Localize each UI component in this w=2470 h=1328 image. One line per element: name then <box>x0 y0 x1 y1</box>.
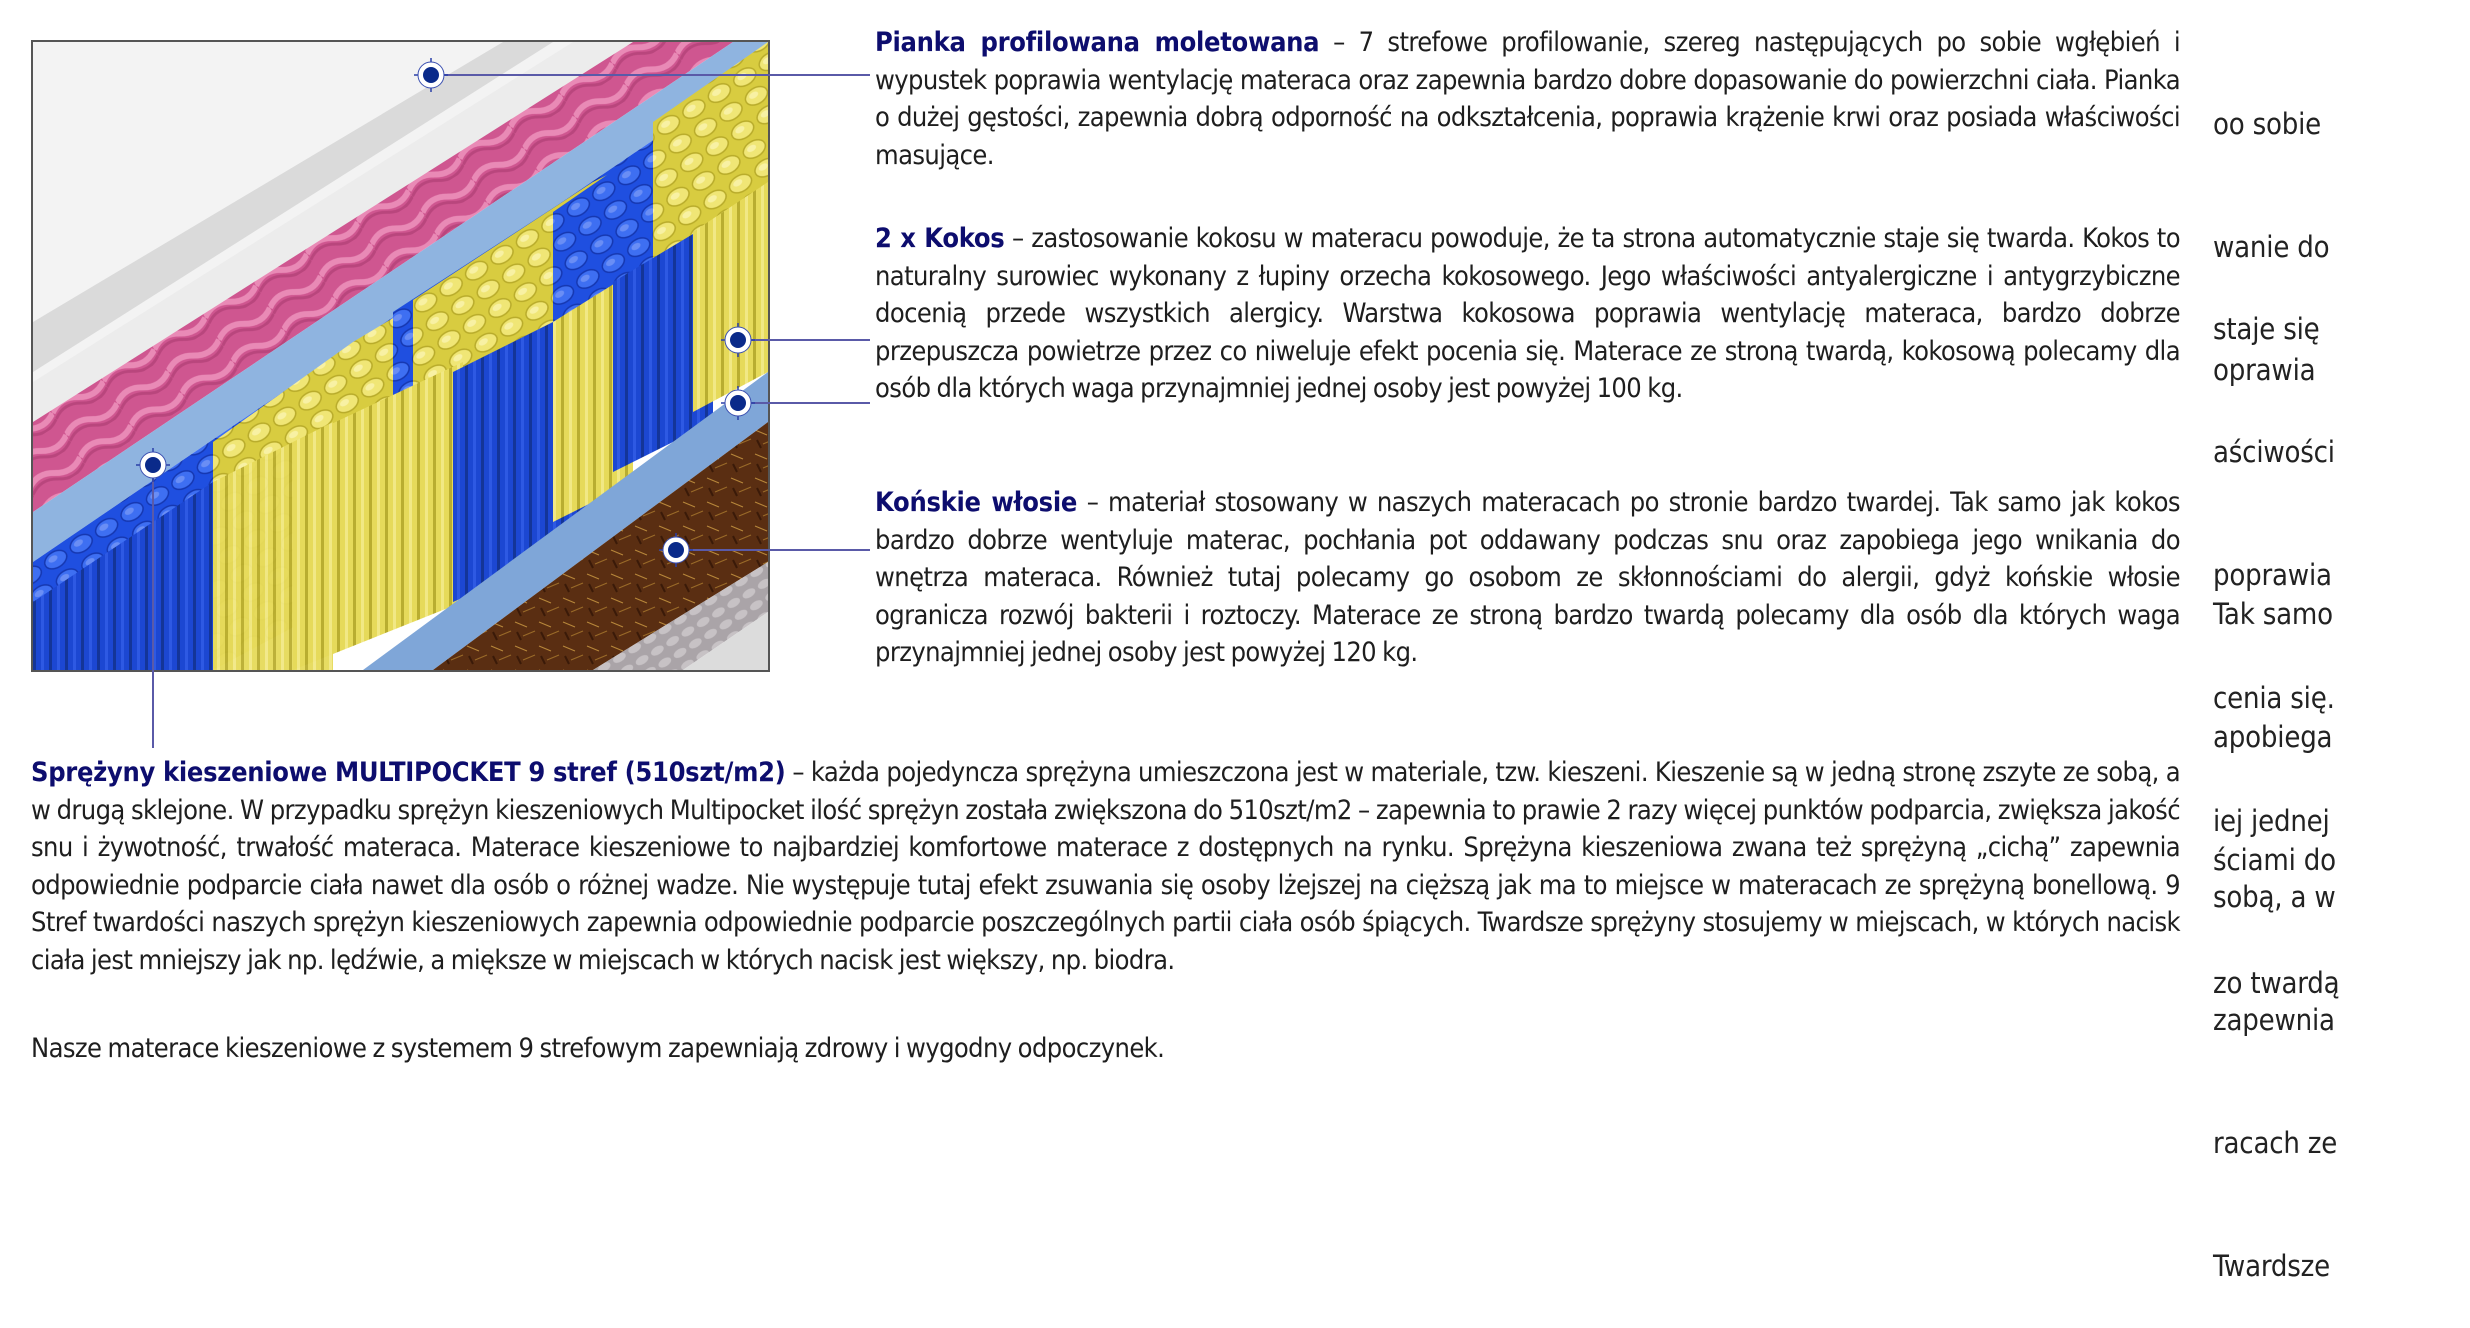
section-foam <box>875 24 2180 174</box>
section-coconut-separator: – <box>1004 223 1032 254</box>
section-horsehair-body: materiał stosowany w naszych materacach po stronie bardzo twardej. Tak samo jak kokos bardzo dobrze wentyluje materac, pochłania pot oddawany podczas snu oraz zapobiega jego wnikania do wnętrza materaca. Również tutaj polecamy go osobom ze skłonnościami do alergii, gdyż końskie włosie ogranicza rozwój bakterii i roztoczy. Materace ze stroną bardzo twardą polecamy dla osób dla których waga przynajmniej jednej osoby jest powyżej 120 kg. <box>875 487 2180 668</box>
section-foam-heading: Pianka profilowana moletowana <box>875 27 1320 58</box>
ghost-column-block-4 <box>2213 795 2340 1328</box>
section-horsehair <box>875 484 2180 672</box>
leader-line-foam <box>433 74 870 76</box>
ghost-line: oprawia <box>2213 353 2316 387</box>
section-springs <box>31 754 2180 979</box>
leader-line-horsehair <box>677 549 870 551</box>
ghost-line: oo sobie <box>2213 107 2322 141</box>
callout-marker-foam[interactable] <box>414 58 448 92</box>
section-horsehair-heading: Końskie włosie <box>875 487 1078 518</box>
ghost-line: racach ze <box>2213 1126 2338 1160</box>
ghost-line: iej jednej <box>2213 804 2330 838</box>
section-springs-separator: – <box>785 757 811 788</box>
ghost-line: aściwości <box>2213 435 2335 469</box>
leader-line-coconut-top <box>740 339 870 341</box>
ghost-line: sobą, a w <box>2213 880 2336 914</box>
callout-marker-coconut-top[interactable] <box>721 323 755 357</box>
ghost-line: staje się <box>2213 312 2320 346</box>
callout-marker-springs[interactable] <box>136 448 170 482</box>
ghost-line: cenia się. <box>2213 681 2335 715</box>
section-coconut-heading: 2 x Kokos <box>875 223 1005 254</box>
section-springs-heading: Sprężyny kieszeniowe MULTIPOCKET 9 stref (510szt/m2) <box>31 757 786 788</box>
ghost-line: apobiega <box>2213 720 2333 754</box>
ghost-line: zapewnia <box>2213 1003 2335 1037</box>
leader-line-coconut-bottom <box>740 402 870 404</box>
callout-marker-coconut-bottom[interactable] <box>721 386 755 420</box>
section-foam-separator: – <box>1319 27 1359 58</box>
ghost-line: Twardsze <box>2213 1249 2330 1283</box>
section-horsehair-separator: – <box>1077 487 1109 518</box>
section-foam-body: 7 strefowe profilowanie, szereg następujących po sobie wgłębień i wypustek poprawia wentylację materaca oraz zapewnia bardzo dobre dopasowanie do powierzchni ciała. Pianka o dużej gęstości, zapewnia dobrą odporność na odkształcenia, poprawia krążenie krwi oraz posiada właściwości masujące. <box>875 27 2180 171</box>
callout-marker-horsehair[interactable] <box>659 533 693 567</box>
section-springs-body: każda pojedyncza sprężyna umieszczona jest w materiale, tzw. kieszeni. Kieszenie są w jedną stronę zszyte ze sobą, a w drugą sklejone. W przypadku sprężyn kieszeniowych Multipocket ilość sprężyn została zwiększona do 510szt/m2 – zapewnia to prawie 2 razy więcej punktów podparcia, zwiększa jakość snu i żywotność, trwałość materaca. Materace kieszeniowe to najbardziej komfortowe materace z dostępnych na rynku. Sprężyna kieszeniowa zwana też sprężyną „cichą” zapewnia odpowiednie podparcie ciała nawet dla osób o różnej wadze. Nie występuje tutaj efekt zsuwania się osoby lżejszej na cięższą jak ma to miejsce w materacach ze sprężyną bonellową. 9 Stref twardości naszych sprężyn kieszeniowych zapewnia odpowiednie podparcie poszczególnych partii ciała osób śpiących. Twardsze sprężyny stosujemy w miejscach, w których nacisk ciała jest mniejszy jak np. lędźwie, a miększe w miejscach w których nacisk jest większy, np. biodra. <box>31 757 2180 976</box>
section-coconut-body: zastosowanie kokosu w materacu powoduje, że ta strona automatycznie staje się twarda. Kokos to naturalny surowiec wykonany z łupiny orzecha kokosowego. Jego właściwości antyalergiczne i antygrzybiczne docenią przede wszystkich alergicy. Warstwa kokosowa poprawia wentylację materaca, bardzo dobrze przepuszcza powietrze przez co niweluje efekt pocenia się. Materace ze stroną twardą, kokosową polecamy dla osób dla których waga przynajmniej jednej osoby jest powyżej 100 kg. <box>875 223 2180 404</box>
closing-sentence: Nasze materace kieszeniowe z systemem 9 strefowym zapewniają zdrowy i wygodny odpoczynek. <box>31 1033 1165 1064</box>
ghost-line: zo twardą <box>2213 966 2340 1000</box>
ghost-line: poprawia <box>2213 558 2332 592</box>
mattress-cross-section-image <box>31 40 770 672</box>
ghost-line: ściami do <box>2213 843 2336 877</box>
ghost-line: wanie do <box>2213 230 2330 264</box>
leader-line-springs <box>152 466 154 748</box>
ghost-line: Tak samo <box>2213 597 2333 631</box>
section-coconut <box>875 220 2180 408</box>
